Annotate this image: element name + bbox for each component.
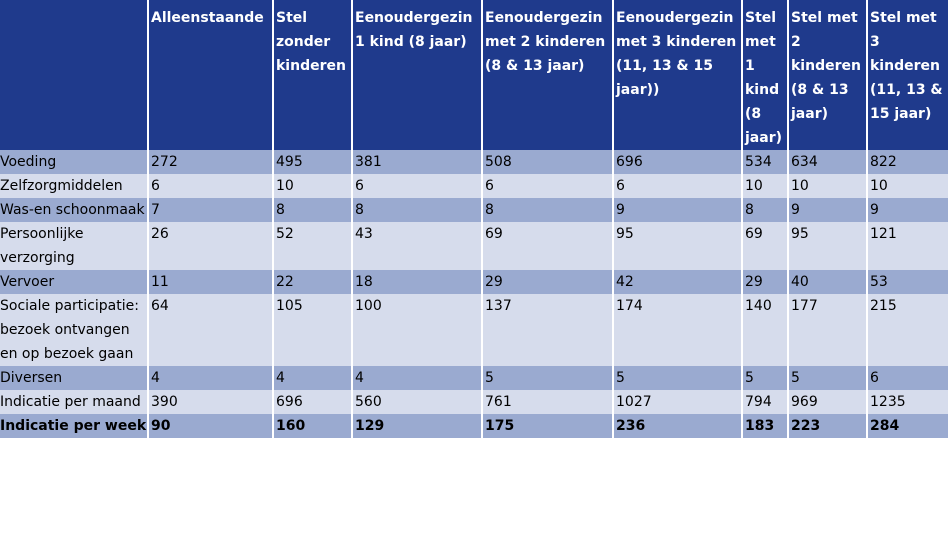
table-cell: 508 xyxy=(482,150,613,174)
table-cell: 6 xyxy=(613,174,742,198)
table-cell: 11 xyxy=(148,270,273,294)
table-cell: 137 xyxy=(482,294,613,366)
table-cell: 9 xyxy=(613,198,742,222)
row-label: Sociale participatie: bezoek ontvangen en op bezoek gaan xyxy=(0,294,148,366)
table-cell: 794 xyxy=(742,390,788,414)
table-cell: 5 xyxy=(788,366,867,390)
table-cell: 6 xyxy=(867,366,948,390)
table-cell: 381 xyxy=(352,150,482,174)
table-cell: 4 xyxy=(148,366,273,390)
table-row-was-en-schoonmaak xyxy=(0,198,948,222)
table-cell: 4 xyxy=(273,366,352,390)
table-cell: 40 xyxy=(788,270,867,294)
table-cell: 8 xyxy=(352,198,482,222)
table-cell: 10 xyxy=(742,174,788,198)
table-cell: 9 xyxy=(867,198,948,222)
row-label: Zelfzorgmiddelen xyxy=(0,174,148,198)
table-cell: 5 xyxy=(482,366,613,390)
table-cell: 10 xyxy=(273,174,352,198)
table-cell: 105 xyxy=(273,294,352,366)
table-cell: 7 xyxy=(148,198,273,222)
header-stel-zonder-kinderen: Stel zonder kinderen xyxy=(273,0,352,150)
table-cell: 284 xyxy=(867,414,948,438)
table-cell: 177 xyxy=(788,294,867,366)
table-cell: 5 xyxy=(613,366,742,390)
table-row-zelfzorgmiddelen xyxy=(0,174,948,198)
table-cell: 9 xyxy=(788,198,867,222)
table-cell: 69 xyxy=(742,222,788,270)
table-cell: 29 xyxy=(742,270,788,294)
row-label: Indicatie per week xyxy=(0,414,148,438)
header-alleenstaande: Alleenstaande xyxy=(148,0,273,150)
table-cell: 1027 xyxy=(613,390,742,414)
table-cell: 95 xyxy=(613,222,742,270)
table-cell: 8 xyxy=(482,198,613,222)
header-stel-3-kinderen: Stel met 3 kinderen (11, 13 & 15 jaar) xyxy=(867,0,948,150)
table-cell: 42 xyxy=(613,270,742,294)
table-cell: 22 xyxy=(273,270,352,294)
table-row-vervoer xyxy=(0,270,948,294)
header-stel-2-kinderen: Stel met 2 kinderen (8 & 13 jaar) xyxy=(788,0,867,150)
table-cell: 6 xyxy=(482,174,613,198)
table-cell: 26 xyxy=(148,222,273,270)
row-label: Diversen xyxy=(0,366,148,390)
table-cell: 129 xyxy=(352,414,482,438)
table-cell: 5 xyxy=(742,366,788,390)
table-cell: 236 xyxy=(613,414,742,438)
table-cell: 6 xyxy=(352,174,482,198)
row-label: Was-en schoonmaak xyxy=(0,198,148,222)
table-cell: 534 xyxy=(742,150,788,174)
table-cell: 95 xyxy=(788,222,867,270)
table-row-voeding xyxy=(0,150,948,174)
table-row-diversen xyxy=(0,366,948,390)
table-cell: 634 xyxy=(788,150,867,174)
table-cell: 43 xyxy=(352,222,482,270)
table-cell: 696 xyxy=(613,150,742,174)
table-cell: 390 xyxy=(148,390,273,414)
header-corner xyxy=(0,0,148,150)
table-cell: 696 xyxy=(273,390,352,414)
table-cell: 215 xyxy=(867,294,948,366)
table-row-indicatie-per-week xyxy=(0,414,948,438)
table-cell: 8 xyxy=(273,198,352,222)
table-row-persoonlijke-verzorging xyxy=(0,222,948,270)
table-cell: 1235 xyxy=(867,390,948,414)
header-eenoudergezin-3-kinderen: Eenoudergezin met 3 kinderen (11, 13 & 15 jaar)) xyxy=(613,0,742,150)
row-label: Vervoer xyxy=(0,270,148,294)
row-label: Indicatie per maand xyxy=(0,390,148,414)
table-cell: 272 xyxy=(148,150,273,174)
table-cell: 29 xyxy=(482,270,613,294)
table-cell: 53 xyxy=(867,270,948,294)
table-cell: 121 xyxy=(867,222,948,270)
table-cell: 4 xyxy=(352,366,482,390)
table-cell: 822 xyxy=(867,150,948,174)
table-cell: 495 xyxy=(273,150,352,174)
table-cell: 183 xyxy=(742,414,788,438)
row-label: Voeding xyxy=(0,150,148,174)
header-row xyxy=(0,0,948,150)
table-cell: 6 xyxy=(148,174,273,198)
table-cell: 100 xyxy=(352,294,482,366)
row-label: Persoonlijke verzorging xyxy=(0,222,148,270)
table-cell: 969 xyxy=(788,390,867,414)
header-eenoudergezin-1-kind: Eenoudergezin 1 kind (8 jaar) xyxy=(352,0,482,150)
table-cell: 223 xyxy=(788,414,867,438)
table-cell: 8 xyxy=(742,198,788,222)
table-cell: 175 xyxy=(482,414,613,438)
table-cell: 18 xyxy=(352,270,482,294)
table-cell: 52 xyxy=(273,222,352,270)
table-cell: 10 xyxy=(788,174,867,198)
table-cell: 69 xyxy=(482,222,613,270)
table-cell: 140 xyxy=(742,294,788,366)
header-stel-1-kind: Stel met 1 kind (8 jaar) xyxy=(742,0,788,150)
table-row-sociale-participatie xyxy=(0,294,948,366)
table-cell: 560 xyxy=(352,390,482,414)
table-cell: 174 xyxy=(613,294,742,366)
header-eenoudergezin-2-kinderen: Eenoudergezin met 2 kinderen (8 & 13 jaar) xyxy=(482,0,613,150)
table-cell: 90 xyxy=(148,414,273,438)
table-cell: 64 xyxy=(148,294,273,366)
table-row-indicatie-per-maand xyxy=(0,390,948,414)
table-cell: 761 xyxy=(482,390,613,414)
table-cell: 10 xyxy=(867,174,948,198)
table-cell: 160 xyxy=(273,414,352,438)
